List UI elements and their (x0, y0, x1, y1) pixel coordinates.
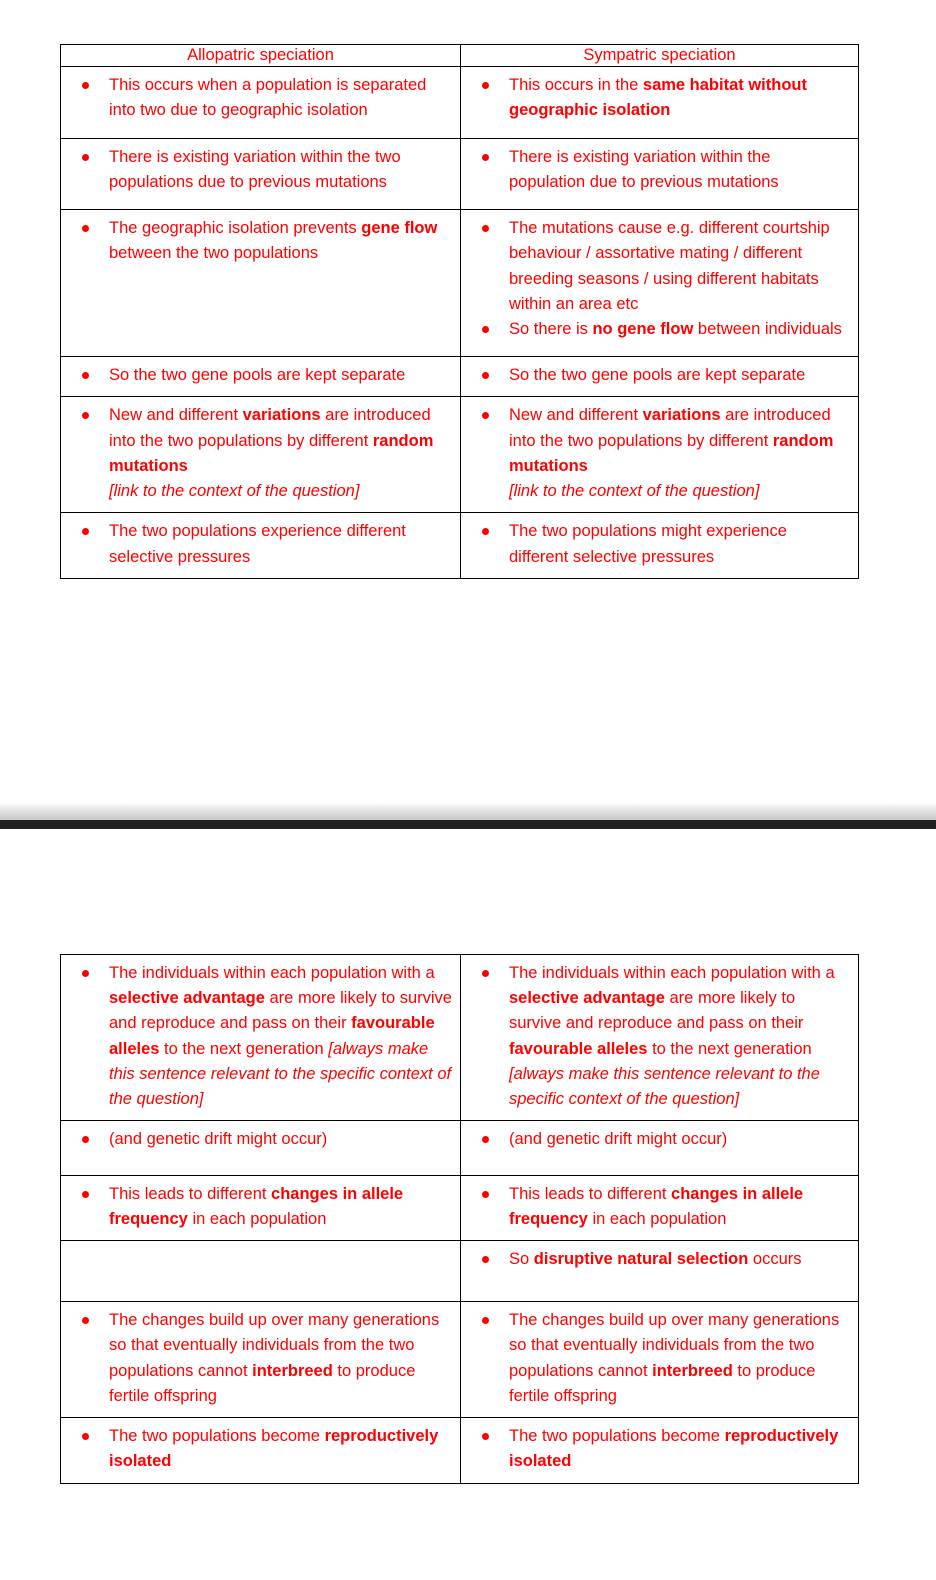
bullet-text: This leads to different changes in allele frequency in each population (509, 1184, 804, 1228)
table-row (61, 513, 859, 578)
cell-allopatric-9 (61, 1175, 461, 1240)
page-break-bar (0, 820, 936, 829)
bullet-dot-icon (82, 82, 89, 89)
list-item (469, 403, 850, 504)
table-row (61, 357, 859, 397)
page-one (0, 44, 936, 579)
bullet-dot-icon (82, 1433, 89, 1440)
bullet-list (69, 519, 452, 569)
bullet-list (469, 1182, 850, 1232)
cell-content-empty (61, 1241, 460, 1301)
list-item (69, 73, 452, 123)
cell-content (61, 67, 460, 137)
list-item (69, 1182, 452, 1232)
list-item (469, 216, 850, 317)
cell-allopatric-3 (61, 210, 461, 357)
table-row (61, 67, 859, 138)
bullet-list (69, 216, 452, 266)
header-cell-sympatric (461, 45, 859, 67)
bullet-text: So disruptive natural selection occurs (509, 1250, 802, 1269)
cell-content (61, 1176, 460, 1240)
table-header-row (61, 45, 859, 67)
bullet-list (69, 145, 452, 195)
bullet-list (469, 363, 850, 388)
bullet-text: The two populations become reproductively isolated (509, 1427, 839, 1471)
bullet-text: The individuals within each population with a selective advantage are more likely to survive and reproduce and pass on their favourable alleles to the next generation [always make this sentence relevant to the specific context of the question] (109, 964, 452, 1109)
bullet-list (69, 1182, 452, 1232)
list-item (469, 1247, 850, 1272)
bullet-dot-icon (482, 225, 489, 232)
cell-sympatric-11 (461, 1302, 859, 1418)
list-item (69, 145, 452, 195)
cell-sympatric-1 (461, 67, 859, 138)
bullet-list (69, 363, 452, 388)
cell-allopatric-11 (61, 1302, 461, 1418)
bullet-text: (and genetic drift might occur) (109, 1130, 328, 1149)
list-item (469, 73, 850, 123)
bullet-list (469, 1308, 850, 1409)
bullet-dot-icon (82, 225, 89, 232)
bullet-text: The two populations might experience different selective pressures (509, 522, 787, 566)
speciation-comparison-table-two (60, 954, 859, 1484)
bullet-dot-icon (482, 970, 489, 977)
bullet-list (469, 73, 850, 123)
bullet-list (69, 403, 452, 504)
table-row (61, 955, 859, 1121)
bullet-list (69, 1308, 452, 1409)
bullet-text: So the two gene pools are kept separate (509, 366, 806, 385)
cell-content (461, 1176, 858, 1240)
bullet-text: The two populations become reproductively isolated (109, 1427, 439, 1471)
cell-content (61, 210, 460, 274)
table-row (61, 210, 859, 357)
cell-allopatric-12 (61, 1418, 461, 1483)
bullet-dot-icon (482, 412, 489, 419)
bullet-text: The mutations cause e.g. different courtship behaviour / assortative mating / different breeding seasons / using different habitats within an area etc (509, 219, 830, 313)
list-item (69, 519, 452, 569)
bullet-text: There is existing variation within the two populations due to previous mutations (109, 147, 401, 191)
cell-sympatric-7 (461, 955, 859, 1121)
page-break-shadow (0, 803, 936, 820)
bullet-dot-icon (82, 412, 89, 419)
bullet-text: New and different variations are introduced into the two populations by different random mutations [link to the context of the question] (109, 406, 434, 501)
bullet-dot-icon (82, 970, 89, 977)
cell-allopatric-5 (61, 397, 461, 513)
bullet-dot-icon (482, 82, 489, 89)
cell-content (61, 139, 460, 209)
cell-sympatric-4 (461, 357, 859, 397)
page-break-gap (0, 829, 936, 831)
table-row (61, 397, 859, 513)
page-two (0, 954, 936, 1484)
list-item (469, 317, 850, 342)
cell-content (61, 513, 460, 577)
bullet-text: The changes build up over many generations so that eventually individuals from the two populations cannot interbreed to produce fertile offspring (109, 1311, 440, 1405)
bullet-dot-icon (482, 372, 489, 379)
table-row (61, 138, 859, 209)
cell-content (61, 397, 460, 512)
cell-content (461, 955, 858, 1120)
bullet-list (469, 519, 850, 569)
list-item (69, 1308, 452, 1409)
bullet-dot-icon (82, 372, 89, 379)
list-item (469, 1182, 850, 1232)
bullet-dot-icon (82, 1317, 89, 1324)
bullet-dot-icon (482, 1317, 489, 1324)
bullet-text: So the two gene pools are kept separate (109, 366, 406, 385)
cell-content (461, 210, 858, 356)
cell-allopatric-7 (61, 955, 461, 1121)
bullet-list (469, 403, 850, 504)
table-row (61, 1121, 859, 1175)
cell-sympatric-2 (461, 138, 859, 209)
table-row (61, 1418, 859, 1483)
bullet-dot-icon (82, 1136, 89, 1143)
table-row (61, 1241, 859, 1302)
bullet-list (469, 216, 850, 342)
list-item (69, 1127, 452, 1152)
cell-content (61, 1302, 460, 1417)
bullet-list (469, 145, 850, 195)
bullet-dot-icon (82, 528, 89, 535)
bullet-dot-icon (482, 1433, 489, 1440)
cell-allopatric-2 (61, 138, 461, 209)
list-item (469, 1127, 850, 1152)
bullet-dot-icon (482, 528, 489, 535)
cell-content (461, 139, 858, 209)
bullet-text: New and different variations are introduced into the two populations by different random mutations [link to the context of the question] (509, 406, 834, 501)
bullet-list (469, 1424, 850, 1474)
cell-content (461, 67, 858, 137)
cell-allopatric-4 (61, 357, 461, 397)
cell-sympatric-3 (461, 210, 859, 357)
list-item (469, 363, 850, 388)
bullet-list (469, 961, 850, 1112)
bullet-text: This occurs when a population is separated into two due to geographic isolation (109, 76, 427, 120)
bullet-text: This occurs in the same habitat without geographic isolation (509, 76, 807, 120)
list-item (469, 519, 850, 569)
bullet-dot-icon (82, 154, 89, 161)
bullet-list (469, 1247, 850, 1272)
bullet-text: So there is no gene flow between individuals (509, 319, 842, 338)
cell-content (461, 513, 858, 577)
list-item (469, 1308, 850, 1409)
cell-allopatric-6 (61, 513, 461, 578)
bullet-text: (and genetic drift might occur) (509, 1130, 728, 1149)
cell-content (61, 1418, 460, 1482)
cell-content (61, 1121, 460, 1174)
bullet-list (69, 1424, 452, 1474)
table-row (61, 1302, 859, 1418)
cell-content (461, 1241, 858, 1294)
bullet-dot-icon (482, 154, 489, 161)
bullet-text: This leads to different changes in allele frequency in each population (109, 1184, 404, 1228)
bullet-list (69, 961, 452, 1112)
list-item (469, 961, 850, 1112)
table-row (61, 1175, 859, 1240)
bullet-text: The individuals within each population with a selective advantage are more likely to survive and reproduce and pass on their favourable alleles to the next generation [always make this sentence relevant to the specific context of the question] (509, 964, 835, 1109)
bullet-text: The two populations experience different selective pressures (109, 522, 406, 566)
cell-sympatric-8 (461, 1121, 859, 1175)
header-cell-allopatric (61, 45, 461, 67)
list-item (69, 1424, 452, 1474)
page-break-separator (0, 803, 936, 831)
list-item (69, 403, 452, 504)
cell-content (461, 1121, 858, 1174)
bullet-list (69, 73, 452, 123)
bullet-text: There is existing variation within the population due to previous mutations (509, 147, 779, 191)
bullet-list (469, 1127, 850, 1152)
cell-content (461, 357, 858, 396)
cell-content (61, 357, 460, 396)
cell-sympatric-10 (461, 1241, 859, 1302)
bullet-dot-icon (482, 326, 489, 333)
bullet-text: The changes build up over many generations so that eventually individuals from the two populations cannot interbreed to produce fertile offspring (509, 1311, 840, 1405)
cell-sympatric-12 (461, 1418, 859, 1483)
list-item (69, 363, 452, 388)
list-item (69, 216, 452, 266)
cell-content (461, 1418, 858, 1482)
speciation-comparison-table-one (60, 44, 859, 579)
cell-content (461, 397, 858, 512)
cell-allopatric-1 (61, 67, 461, 138)
bullet-dot-icon (82, 1191, 89, 1198)
header-label-allopatric: Allopatric speciation (187, 46, 334, 64)
bullet-text: The geographic isolation prevents gene flow between the two populations (109, 219, 438, 263)
bullet-list (69, 1127, 452, 1152)
cell-sympatric-9 (461, 1175, 859, 1240)
cell-sympatric-5 (461, 397, 859, 513)
bullet-dot-icon (482, 1191, 489, 1198)
header-label-sympatric: Sympatric speciation (583, 46, 736, 64)
cell-sympatric-6 (461, 513, 859, 578)
list-item (69, 961, 452, 1112)
cell-content (461, 1302, 858, 1417)
cell-content (61, 955, 460, 1120)
bullet-dot-icon (482, 1136, 489, 1143)
cell-allopatric-8 (61, 1121, 461, 1175)
list-item (469, 145, 850, 195)
list-item (469, 1424, 850, 1474)
cell-allopatric-10-empty (61, 1241, 461, 1302)
bullet-dot-icon (482, 1256, 489, 1263)
